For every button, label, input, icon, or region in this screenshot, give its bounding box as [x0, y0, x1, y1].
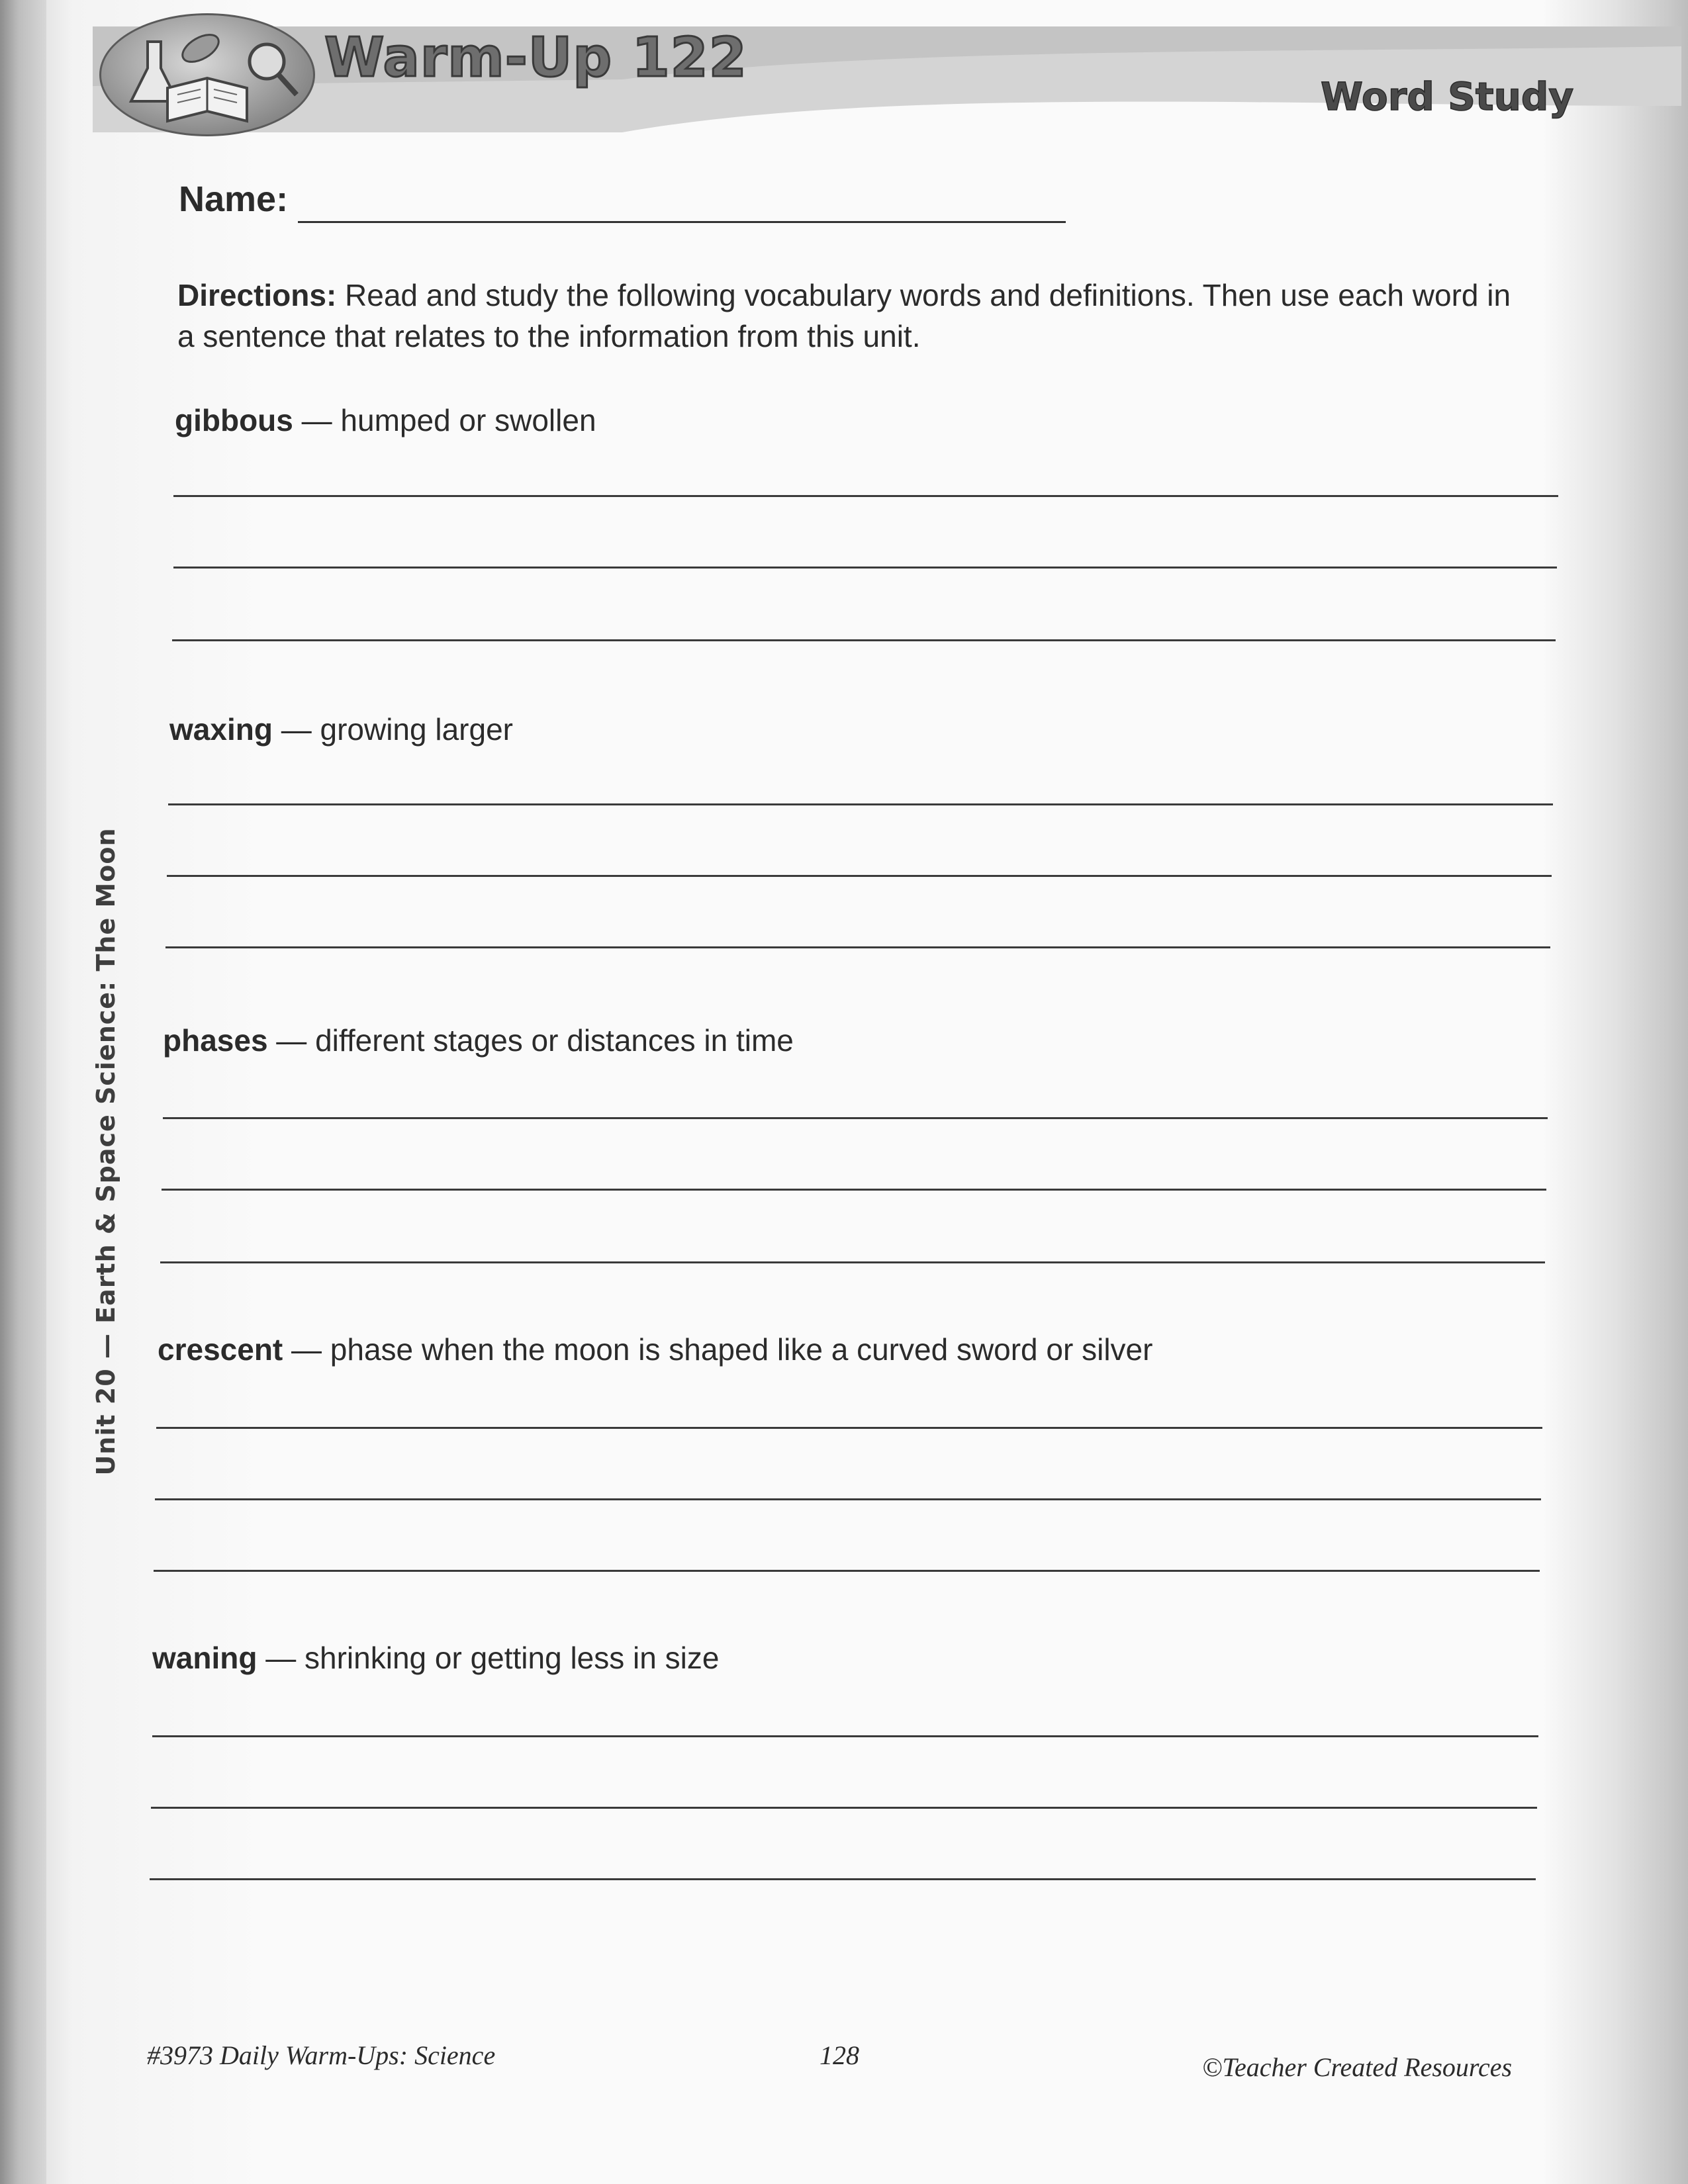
science-emblem-icon [99, 13, 315, 136]
directions-label: Directions: [177, 278, 337, 312]
section-title: Word Study [1321, 74, 1574, 119]
answer-line[interactable] [173, 495, 1558, 497]
unit-side-label: Unit 20 — Earth & Space Science: The Moon [91, 827, 120, 1476]
vocab-word: gibbous [175, 403, 293, 437]
vocab-entry-crescent [158, 1332, 1152, 1367]
vocab-entry-gibbous [175, 402, 596, 438]
vocab-definition: — growing larger [272, 712, 513, 747]
vocab-word: waning [152, 1641, 258, 1675]
vocab-entry-phases [163, 1023, 794, 1058]
answer-line[interactable] [173, 567, 1557, 569]
answer-line[interactable] [154, 1570, 1540, 1572]
vocab-entry-waxing [169, 711, 513, 747]
answer-line[interactable] [168, 803, 1553, 805]
name-answer-line[interactable] [298, 221, 1066, 223]
vocab-definition: — shrinking or getting less in size [257, 1641, 720, 1675]
footer-page-number: 128 [820, 2040, 859, 2070]
vocab-definition: — different stages or distances in time [267, 1023, 794, 1058]
vocab-word: phases [163, 1023, 268, 1058]
answer-line[interactable] [155, 1498, 1541, 1500]
answer-line[interactable] [167, 875, 1552, 877]
answer-line[interactable] [163, 1117, 1548, 1119]
answer-line[interactable] [160, 1261, 1545, 1263]
answer-line[interactable] [156, 1427, 1542, 1429]
directions-text: Read and study the following vocabulary words and definitions. Then use each word in a sentence that relates to the information from this unit. [177, 278, 1511, 353]
vocab-definition: — humped or swollen [293, 403, 596, 437]
answer-line[interactable] [172, 639, 1556, 641]
footer-copyright: ©Teacher Created Resources [1202, 2052, 1513, 2082]
answer-line[interactable] [165, 946, 1550, 948]
page-spine-shadow [0, 0, 46, 2184]
vocab-word: crescent [158, 1332, 283, 1367]
directions [177, 275, 1528, 357]
vocab-word: waxing [169, 712, 273, 747]
answer-line[interactable] [162, 1189, 1546, 1191]
vocab-entry-waning [152, 1640, 719, 1676]
warm-up-title: Warm-Up 122 [324, 26, 747, 89]
answer-line[interactable] [150, 1878, 1536, 1880]
answer-line[interactable] [152, 1735, 1538, 1737]
footer-book-title: #3973 Daily Warm-Ups: Science [147, 2040, 496, 2070]
name-label: Name: [179, 179, 289, 219]
answer-line[interactable] [151, 1807, 1537, 1809]
vocab-definition: — phase when the moon is shaped like a curved sword or silver [283, 1332, 1153, 1367]
